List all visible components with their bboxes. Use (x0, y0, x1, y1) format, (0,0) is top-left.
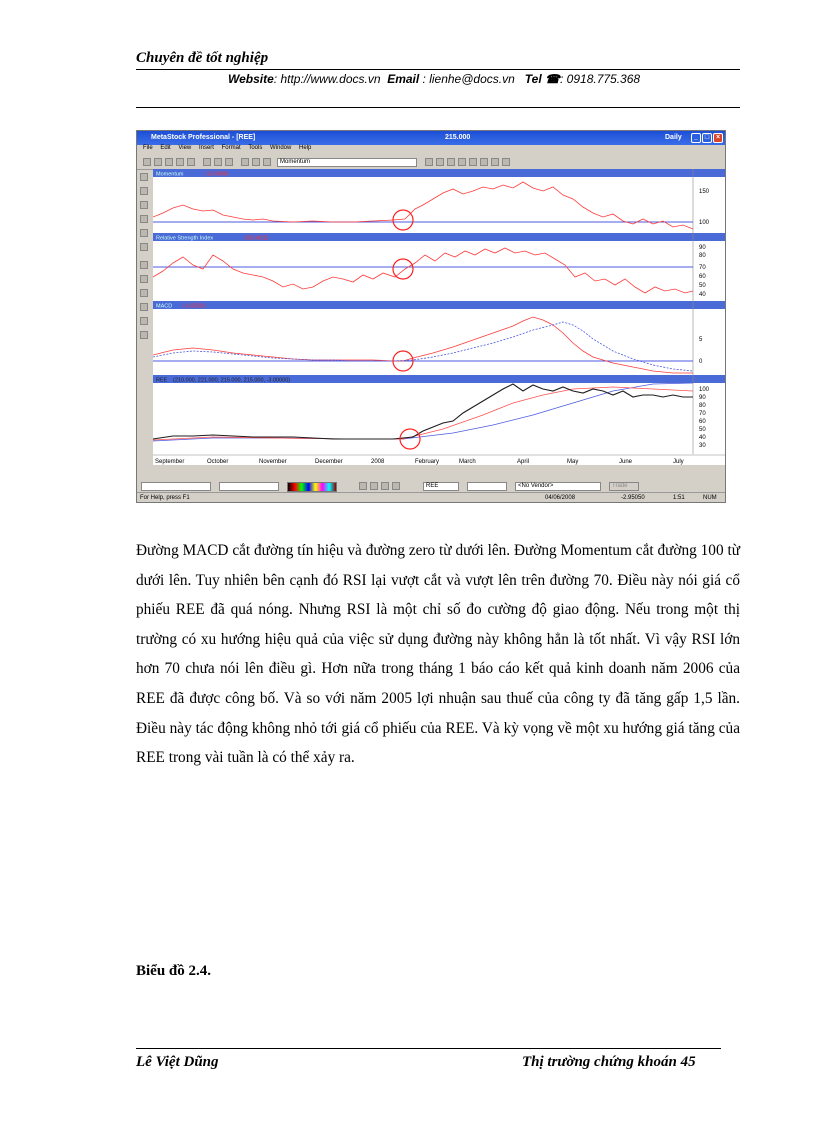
bottom-toolbar (137, 480, 725, 492)
month-label: March (459, 459, 476, 465)
month-label: April (517, 459, 530, 465)
menu-view[interactable]: View (178, 145, 192, 151)
long-ma-line (153, 383, 693, 441)
tool-icon[interactable] (392, 482, 400, 490)
menu-bar (137, 145, 725, 155)
website-value[interactable]: : http://www.docs.vn (273, 72, 381, 86)
price-tick: 70 (699, 411, 706, 417)
price-tick: 60 (699, 419, 706, 425)
binoculars-icon[interactable] (469, 158, 477, 166)
price-tick: 80 (699, 403, 706, 409)
month-label: February (415, 459, 440, 465)
tool-icon[interactable] (458, 158, 466, 166)
crosshair-icon[interactable] (140, 187, 148, 195)
rsi-label: Relative Strength Index (156, 235, 214, 242)
hline-icon[interactable] (140, 215, 148, 223)
menu-file[interactable]: File (143, 145, 153, 151)
price-tick: 30 (699, 443, 706, 449)
channel-icon[interactable] (140, 289, 148, 297)
fibonacci-icon[interactable] (140, 243, 148, 251)
rsi-tick: 40 (699, 292, 706, 298)
figure-caption: Biểu đồ 2.4. (136, 963, 212, 979)
preview-icon[interactable] (187, 158, 195, 166)
crossover-circle (393, 259, 413, 279)
menu-edit[interactable]: Edit (160, 145, 171, 151)
macd-signal-line (153, 322, 693, 371)
menu-format[interactable]: Format (221, 145, 241, 151)
price-tick: 40 (699, 435, 706, 441)
trendline-icon[interactable] (140, 201, 148, 209)
trade-button[interactable]: Trade (609, 482, 639, 491)
exchange-select[interactable] (467, 482, 507, 491)
status-value: -2.95050 (621, 495, 645, 501)
rsi-value: (80.3422) (245, 235, 269, 242)
price-value: (210.000, 221.000, 215.000, 215.000, -3.00000) (173, 377, 291, 384)
binoculars-icon[interactable] (491, 158, 499, 166)
status-bar (137, 492, 725, 503)
month-label: September (155, 459, 185, 465)
footer-page-info: Thị trường chứng khoán 45 (522, 1054, 696, 1070)
menu-window[interactable]: Window (270, 145, 292, 151)
binoculars-icon[interactable] (480, 158, 488, 166)
paste-icon[interactable] (225, 158, 233, 166)
price-tick: 100 (699, 387, 710, 393)
copy-icon[interactable] (214, 158, 222, 166)
window-title: MetaStock Professional - [REE] (151, 134, 256, 141)
toolbar (137, 156, 725, 170)
rsi-tick: 90 (699, 245, 706, 251)
style-select[interactable] (141, 482, 211, 491)
macd-tick: 0 (699, 359, 703, 365)
price-tick: 50 (699, 427, 706, 433)
email-value[interactable]: : lienhe@docs.vn (419, 72, 515, 86)
header-rule-top (136, 69, 740, 70)
macd-value: (-0.0500) (183, 303, 206, 310)
vline-icon[interactable] (140, 229, 148, 237)
website-label: Website (228, 72, 274, 86)
close-icon[interactable]: × (713, 133, 723, 143)
weight-select[interactable] (219, 482, 279, 491)
header-rule-bottom (136, 107, 740, 108)
rsi-tick: 70 (699, 265, 706, 271)
rectangle-icon[interactable] (140, 317, 148, 325)
month-label: October (207, 459, 229, 465)
macd-tick: 5 (699, 337, 703, 343)
metastock-screenshot (136, 130, 726, 503)
print-icon[interactable] (176, 158, 184, 166)
drawing-tools (137, 169, 152, 459)
rsi-tick: 60 (699, 274, 706, 280)
price-tick: 90 (699, 395, 706, 401)
footer-author: Lê Việt Dũng (136, 1054, 219, 1070)
chart-area (153, 169, 725, 465)
rsi-tick: 50 (699, 283, 706, 289)
open-icon[interactable] (154, 158, 162, 166)
maximize-icon[interactable]: □ (702, 133, 712, 143)
rsi-panel-header (153, 233, 725, 241)
indicator-select[interactable]: Momentum (277, 158, 417, 167)
price-label: REE (156, 377, 168, 384)
tool-icon[interactable] (436, 158, 444, 166)
header-title: Chuyên đề tốt nghiệp (136, 50, 269, 66)
email-label: Email (387, 72, 420, 86)
tool-icon[interactable] (425, 158, 433, 166)
momentum-value: (13.0986) (205, 171, 229, 178)
text-icon[interactable] (140, 261, 148, 269)
macd-panel-header (153, 301, 725, 309)
tool-icon[interactable] (359, 482, 367, 490)
window-titlebar (137, 131, 725, 145)
tel-value: : 0918.775.368 (560, 72, 641, 86)
minimize-icon[interactable]: _ (691, 133, 701, 143)
momentum-tick: 100 (699, 220, 710, 226)
tool-icon[interactable] (381, 482, 389, 490)
price-line (153, 384, 693, 439)
momentum-tick: 150 (699, 189, 710, 195)
pointer-icon[interactable] (140, 173, 148, 181)
footer-rule (136, 1048, 721, 1049)
help-icon[interactable] (502, 158, 510, 166)
status-time: 1:51 (673, 495, 685, 501)
symbol-input[interactable]: REE (423, 482, 459, 491)
undo-icon[interactable] (241, 158, 249, 166)
phone-icon: ☎ (545, 72, 560, 86)
tool-icon[interactable] (447, 158, 455, 166)
month-label: June (619, 459, 633, 465)
rsi-tick: 80 (699, 253, 706, 259)
triangle-icon[interactable] (140, 331, 148, 339)
window-price: 215.000 (445, 134, 471, 141)
status-help: For Help, press F1 (140, 495, 190, 501)
menu-help[interactable]: Help (299, 145, 312, 151)
tel-label: Tel (524, 72, 542, 86)
crosshair-icon[interactable] (252, 158, 260, 166)
macd-line (153, 317, 693, 373)
menu-insert[interactable]: Insert (198, 145, 214, 151)
analysis-paragraph: Đường MACD cắt đường tín hiệu và đường zero từ dưới lên. Đường Momentum cắt đường 100 từ dưới lên. Tuy nhiên bên cạnh đó RSI lại vượt cắt và vượt lên trên đường 70. Điều này nói giá cổ phiếu REE đã quá nóng. Nhưng RSI là một chỉ số đo cường độ giao động. Nếu trong một thị trường có xu hướng hiệu quả của việc sử dụng đường này không hẳn là tốt nhất. Vì vậy RSI lớn hơn 70 chưa nói lên điều gì. Hơn nữa trong tháng 1 báo cáo kết quả kinh doanh năm 2006 của REE đã được công bố. Và so với năm 2005 lợi nhuận sau thuế của công ty đã tăng gấp 1,5 lần. Điều này tác động không nhỏ tới giá cổ phiếu của REE. Và kỳ vọng về một xu hướng giá tăng của REE trong vài tuần là có thể xảy ra. (136, 542, 740, 767)
new-icon[interactable] (143, 158, 151, 166)
menu-tools[interactable]: Tools (248, 145, 263, 151)
cut-icon[interactable] (203, 158, 211, 166)
symbol-icon[interactable] (140, 275, 148, 283)
status-date: 04/06/2008 (545, 495, 576, 501)
color-palette[interactable] (287, 482, 337, 492)
rsi-line (153, 248, 693, 293)
window-period: Daily (665, 134, 682, 141)
zoom-icon[interactable] (263, 158, 271, 166)
header-contact (228, 72, 640, 86)
momentum-label: Momentum (156, 171, 184, 178)
month-label: November (259, 459, 287, 465)
tool-icon[interactable] (370, 482, 378, 490)
month-label: May (567, 459, 579, 465)
status-num: NUM (703, 495, 717, 501)
ellipse-icon[interactable] (140, 303, 148, 311)
vendor-select[interactable]: <No Vendor> (515, 482, 601, 491)
body-paragraph (136, 536, 740, 773)
month-label: 2008 (371, 459, 385, 465)
momentum-panel-header (153, 169, 725, 177)
macd-label: MACD (156, 303, 173, 310)
month-label: July (673, 459, 684, 465)
month-label: December (315, 459, 343, 465)
save-icon[interactable] (165, 158, 173, 166)
